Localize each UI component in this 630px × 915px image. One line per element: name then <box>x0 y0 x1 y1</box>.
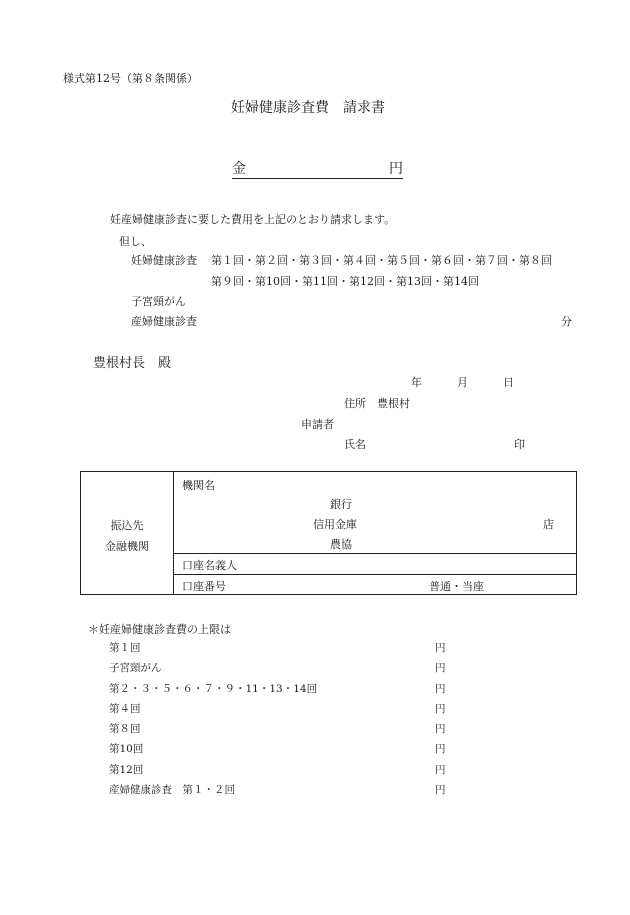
form-number: 様式第12号（第８条関係） <box>63 72 198 85</box>
limit-item-yen: 円 <box>435 784 446 796</box>
checkup-label: 妊婦健康診査 <box>131 254 197 267</box>
limit-item-yen: 円 <box>435 662 446 674</box>
bank-info-table <box>80 471 577 595</box>
seal-mark: 印 <box>514 438 525 451</box>
limit-item-yen: 円 <box>435 683 446 695</box>
account-holder-label: 口座名義人 <box>182 559 237 572</box>
date-year-label: 年 <box>411 376 422 389</box>
addressee: 豊根村長 殿 <box>93 356 172 371</box>
financial-institution-label: 金融機関 <box>105 540 149 553</box>
minute-unit: 分 <box>561 315 572 328</box>
amount-prefix: 金 <box>232 161 246 177</box>
account-type-options[interactable]: 普通・当座 <box>429 580 484 593</box>
limit-item-label: 第４回 <box>109 703 141 715</box>
row-divider <box>174 574 576 575</box>
date-month-label: 月 <box>457 376 468 389</box>
date-day-label: 日 <box>503 376 514 389</box>
proviso-label: 但し、 <box>119 235 152 248</box>
amount-field[interactable] <box>232 158 403 179</box>
credit-union-type-label[interactable]: 信用金庫 <box>313 518 357 531</box>
limit-item-yen: 円 <box>435 743 446 755</box>
row-divider <box>174 553 576 554</box>
limit-item-label: 第２・３・５・６・７・９・11・13・14回 <box>109 683 318 695</box>
account-number-label: 口座番号 <box>182 580 226 593</box>
rounds-line-1[interactable]: 第１回・第２回・第３回・第４回・第５回・第６回・第７回・第８回 <box>211 254 552 267</box>
document-title: 妊婦健康診査費 請求書 <box>231 100 385 116</box>
limit-item-yen: 円 <box>435 642 446 654</box>
applicant-label: 申請者 <box>301 418 334 431</box>
limit-item-label: 第１回 <box>109 642 141 654</box>
name-label: 氏名 <box>344 438 366 451</box>
postpartum-checkup-label: 産婦健康診査 <box>131 315 197 328</box>
bank-table-header-cell <box>81 472 174 594</box>
limit-item-label: 第12回 <box>109 764 144 776</box>
transfer-destination-label: 振込先 <box>110 519 144 532</box>
amount-unit: 円 <box>389 161 403 177</box>
limit-item-yen: 円 <box>435 764 446 776</box>
org-name-label: 機関名 <box>182 479 215 492</box>
limit-item-label: 第８回 <box>109 723 141 735</box>
limits-title: ＊妊産婦健康診査費の上限は <box>88 623 231 636</box>
limit-item-label: 子宮頸がん <box>109 662 162 674</box>
rounds-line-2[interactable]: 第９回・第10回・第11回・第12回・第13回・第14回 <box>211 275 479 288</box>
bank-type-label[interactable]: 銀行 <box>330 498 352 511</box>
limit-item-label: 第10回 <box>109 743 144 755</box>
limit-item-yen: 円 <box>435 723 446 735</box>
request-statement: 妊産婦健康診査に要した費用を上記のとおり請求します。 <box>110 213 396 226</box>
branch-label: 店 <box>543 518 554 531</box>
limit-item-yen: 円 <box>435 703 446 715</box>
address-label: 住所 豊根村 <box>344 397 410 410</box>
limit-item-label: 産婦健康診査 第１・２回 <box>109 784 235 796</box>
agri-coop-type-label[interactable]: 農協 <box>330 538 352 551</box>
cervical-cancer-label: 子宮頸がん <box>131 295 186 308</box>
